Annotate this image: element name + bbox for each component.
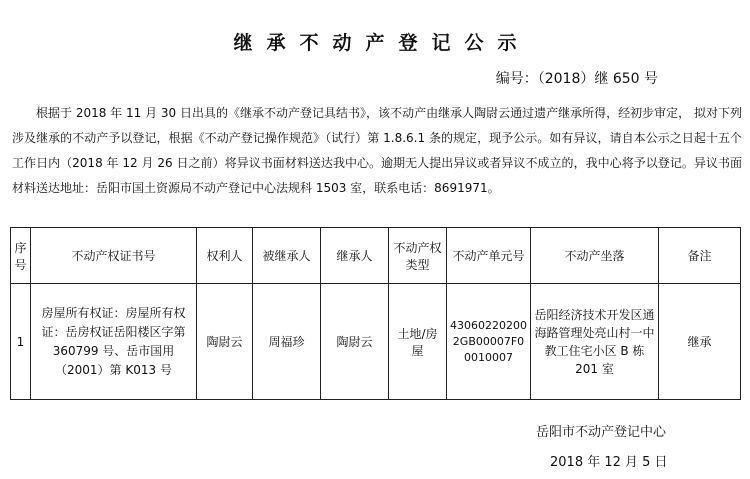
cell-cert: 房屋所有权证：房屋所有权证：岳房权证岳阳楼区字第 360799 号、岳市国用（2001）第 K013 号 <box>31 284 197 400</box>
cell-right-type: 土地/房屋 <box>389 284 447 400</box>
cell-unit-no: 430602202002GB00007F00010007 <box>447 284 531 400</box>
table-header-row <box>11 228 741 284</box>
header-decedent: 被继承人 <box>253 228 321 284</box>
cell-holder: 陶尉云 <box>197 284 253 400</box>
cell-heir: 陶尉云 <box>321 284 389 400</box>
header-seq: 序号 <box>11 228 31 284</box>
header-location: 不动产坐落 <box>531 228 659 284</box>
header-remark: 备注 <box>659 228 741 284</box>
cell-remark: 继承 <box>659 284 741 400</box>
registration-table <box>10 227 741 400</box>
header-right-type: 不动产权类型 <box>389 228 447 284</box>
header-unit-no: 不动产单元号 <box>447 228 531 284</box>
document-number: 编号：（2018）继 650 号 <box>495 71 658 87</box>
cell-location: 岳阳经济技术开发区通海路管理处亮山村一中教工住宅小区 B 栋 201 室 <box>531 284 659 400</box>
header-holder: 权利人 <box>197 228 253 284</box>
header-heir: 继承人 <box>321 228 389 284</box>
cell-decedent: 周福珍 <box>253 284 321 400</box>
issuer-name: 岳阳市不动产登记中心 <box>536 425 667 440</box>
notice-body: 根据于 2018 年 11 月 30 日出具的《继承不动产登记具结书》，该不动产由继承人陶尉云通过遗产继承所得，经初步审定， 拟对下列涉及继承的不动产予以登记，根据《不动产登记操作规范》（试行）第 1.8.6.1 条的规定，现予公示。如有异议，请自本公示之日起十五个工作日内（2018 年 12 月 26 日之前）将异议书面材料送达我中心。逾期无人提出异议或者异议不成立的，我中心将予以登记。异议书面材料送达地址：岳阳市国土资源局不动产登记中心法规科 1503 室，联系电话：8691971。 <box>12 106 742 195</box>
header-cert: 不动产权证书号 <box>31 228 197 284</box>
cell-seq: 1 <box>11 284 31 400</box>
issue-date: 2018 年 12 月 5 日 <box>550 455 668 470</box>
table-row <box>11 284 741 400</box>
document-title: 继承不动产登记公示 <box>233 32 531 54</box>
